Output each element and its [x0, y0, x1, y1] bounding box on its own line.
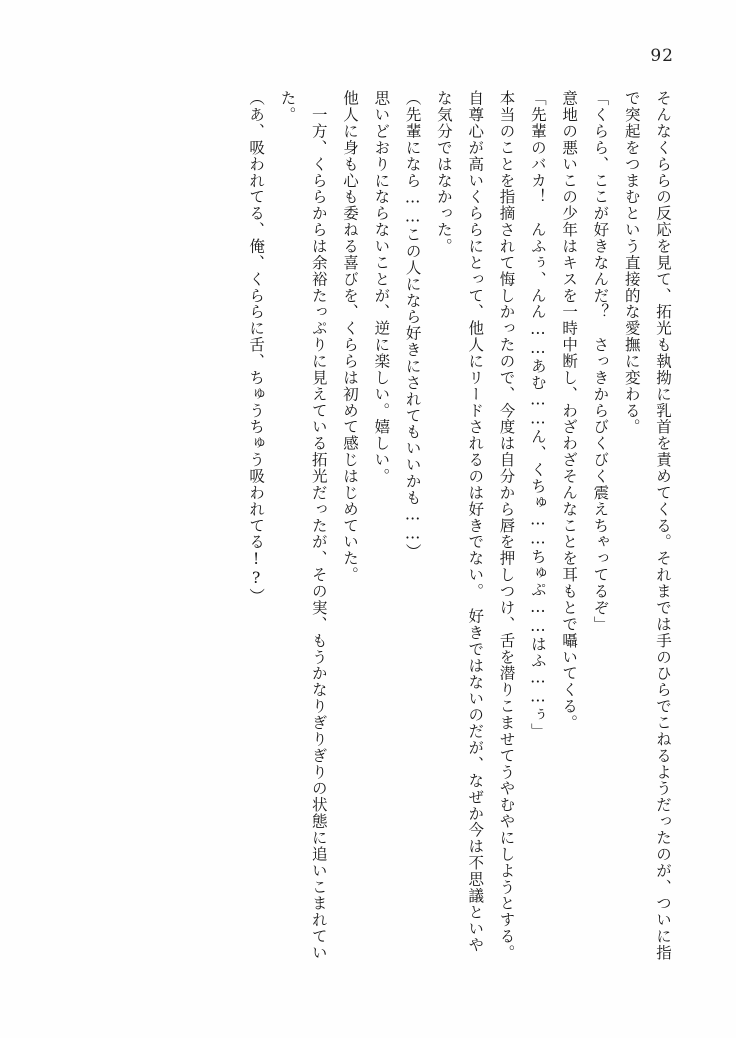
paragraph: 一方、くららからは余裕たっぷりに見えている拓光だったが、その実、もうかなりぎりぎりの状態に追いこまれていた。	[278, 90, 328, 961]
paragraph: 思いどおりにならないことが、逆に楽しい。嬉しい。	[372, 90, 391, 485]
vertical-text-body	[96, 90, 678, 968]
paragraph: 「先輩のバカ！ んふぅ、んん……あむ……ん、くちゅ……ちゅぷ……はふ……ぅ」	[528, 90, 547, 740]
paragraph: 「くらら、ここが好きなんだ？ さっきからびくびく震えちゃってるぞ」	[591, 90, 610, 633]
paragraph: 意地の悪いこの少年はキスを一時中断し、わざわざそんなことを耳もとで囁いてくる。	[560, 90, 579, 731]
paragraph: 他人に身も心も委ねる喜びを、くららは初めて感じはじめていた。	[341, 90, 360, 583]
paragraph: （先輩になら……この人になら好きにされてもいいかも……）	[403, 90, 422, 561]
paragraph: そんなくららの反応を見て、拓光も執拗に乳首を責めてくる。それまでは手のひらでこねるようだったのが、ついに指で突起をつまむという直接的な愛撫に変わる。	[622, 90, 672, 961]
page-number: 92	[650, 46, 674, 66]
paragraph: （あ、吸われてる、俺、くららに舌、ちゅうちゅう吸われてる!?）	[247, 90, 266, 605]
paragraph: 本当のことを指摘されて悔しかったので、今度は自分から唇を押しつけ、舌を潜りこませてうやむやにしようとする。自尊心が高いくららにとって、他人にリードされるのは好きでない。 好きではないのだが、なぜか今は不思議といやな気分ではなかった。	[434, 90, 516, 961]
